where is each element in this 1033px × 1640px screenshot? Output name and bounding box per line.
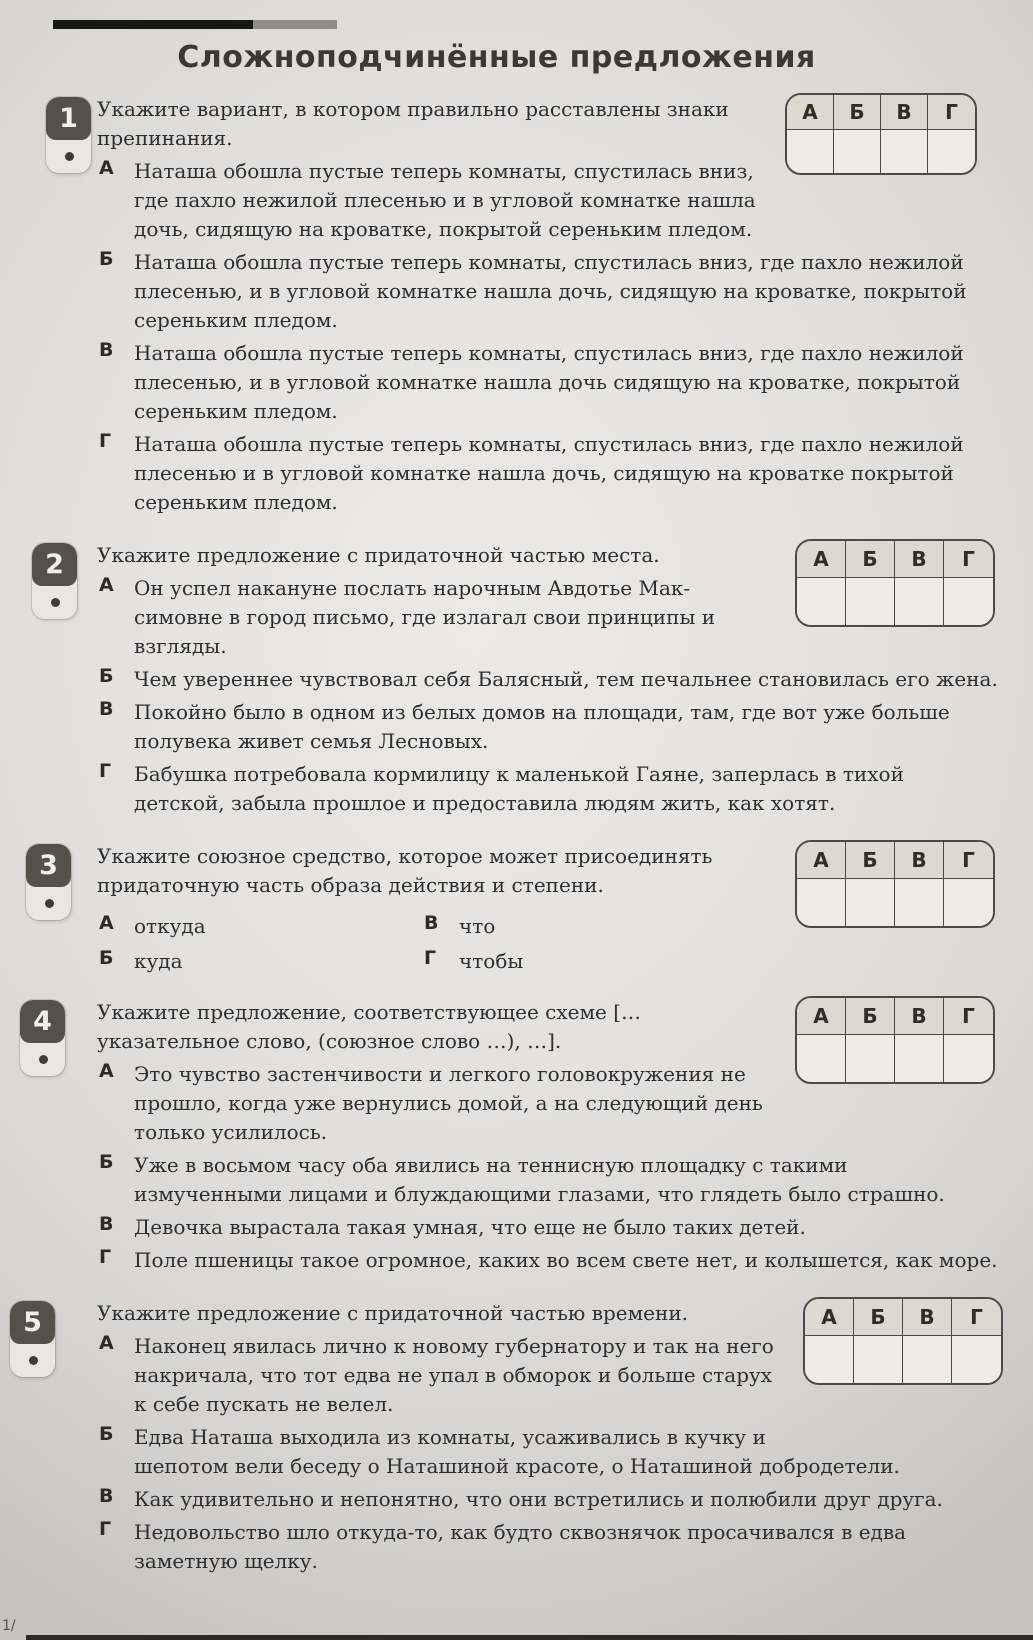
option-v	[97, 339, 999, 426]
option-text: откуда	[134, 914, 206, 939]
question-prompt: Укажите предложение, соответствующее схеме [… указательное слово, (союзное слово …), …].	[97, 1000, 642, 1054]
option-g	[422, 947, 769, 976]
option-b	[97, 947, 422, 976]
question-number-badge	[10, 1301, 55, 1377]
badge-top	[20, 1000, 65, 1043]
option-g	[97, 1518, 999, 1576]
option-a	[97, 1060, 999, 1147]
badge-dot-icon	[29, 1356, 38, 1365]
badge-top	[32, 543, 77, 586]
option-text: Наташа обошла пустые теперь комнаты, спустилась вниз, где пахло нежилой плесенью, и в угловой комнатке нашла дочь, сидящую на кроватке, покрытой сереньким пледом.	[134, 250, 967, 333]
answer-grid-header-cell: В	[895, 541, 944, 578]
option-letter: В	[99, 1213, 114, 1236]
question-4	[0, 998, 1033, 1275]
answer-grid-header-cell: Г	[944, 541, 993, 578]
option-letter: Б	[99, 1151, 114, 1174]
question-prompt: Укажите союзное средство, которое может присоединять придаточную часть образа действия и степени.	[97, 844, 713, 898]
option-letter: А	[99, 912, 114, 935]
question-list	[0, 95, 1033, 1576]
option-v	[97, 1485, 999, 1514]
option-text: чтобы	[459, 949, 524, 974]
photo-edge-artifact	[253, 20, 337, 29]
question-prompt: Укажите предложение с придаточной частью времени.	[97, 1301, 689, 1326]
option-b	[97, 665, 999, 694]
page-corner-mark: 1/	[2, 1618, 16, 1635]
answer-grid-header-cell: Б	[846, 998, 895, 1035]
answer-grid-header-cell: Г	[944, 998, 993, 1035]
option-letter: В	[99, 698, 114, 721]
answer-grid-cell	[895, 879, 944, 926]
option-g	[97, 760, 999, 818]
option-b	[97, 1151, 999, 1209]
option-letter: Б	[99, 665, 114, 688]
option-text: Наташа обошла пустые теперь комнаты, спустилась вниз, где пахло нежилой плесенью, и в угловой комнатке нашла дочь сидящую на кроватке, покрытой сереньким пледом.	[134, 341, 964, 424]
option-letter: Г	[99, 430, 112, 453]
question-number: 2	[45, 549, 64, 581]
question-2	[0, 541, 1033, 818]
badge-dot-icon	[45, 899, 54, 908]
answer-grid-header-cell: А	[787, 95, 834, 130]
option-text: Наташа обошла пустые теперь комнаты, спустилась вниз, где пахло нежилой плесенью и в угловой комнатке нашла дочь, сидящую на кроватке, покрытой сереньким пледом.	[134, 159, 756, 242]
question-number-badge	[20, 1000, 65, 1076]
answer-grid-header-cell: Б	[834, 95, 881, 130]
option-a	[97, 912, 422, 941]
answer-grid-cell	[846, 879, 895, 926]
question-prompt: Укажите вариант, в котором правильно расставлены знаки препинания.	[97, 97, 729, 151]
option-letter: Г	[99, 1246, 112, 1269]
badge-dot-icon	[51, 598, 60, 607]
options-two-column	[97, 906, 769, 976]
option-text: Покойно было в одном из белых домов на площади, там, где вот уже больше полувека живет семья Лесновых.	[134, 700, 950, 754]
answer-grid-header-cell: В	[895, 998, 944, 1035]
option-a	[97, 1332, 999, 1419]
answer-grid-3	[795, 840, 995, 928]
option-text: Он успел накануне послать нарочным Авдотье Максимовне в город письмо, где излагал свои принципы и взгляды.	[134, 576, 716, 659]
question-1	[0, 95, 1033, 517]
option-letter: Г	[99, 760, 112, 783]
question-number: 1	[59, 103, 78, 135]
answer-grid-cell	[797, 879, 846, 926]
answer-grid-header-cell: В	[895, 842, 944, 879]
badge-top	[10, 1301, 55, 1344]
option-letter: В	[424, 912, 439, 935]
answer-grid-header-cell: А	[805, 1299, 854, 1336]
answer-grid-header-cell: В	[881, 95, 928, 130]
option-text: Наконец явилась лично к новому губернатору и так на него накричала, что тот едва не упал в обморок и больше старух к себе пускать не велел.	[134, 1334, 774, 1417]
option-text: Наташа обошла пустые теперь комнаты, спустилась вниз, где пахло нежилой плесенью и в угловой комнатке нашла дочь, сидящую на кроватке покрытой сереньким пледом.	[134, 432, 964, 515]
question-number-badge	[26, 844, 71, 920]
option-letter: А	[99, 1332, 114, 1355]
option-text: Поле пшеницы такое огромное, каких во всем свете нет, и колышется, как море.	[134, 1248, 998, 1273]
badge-top	[26, 844, 71, 887]
option-text: Бабушка потребовала кормилицу к маленькой Гаяне, заперлась в тихой детской, забыла прошлое и предоставила людям жить, как хотят.	[134, 762, 904, 816]
badge-top	[46, 97, 91, 140]
option-letter: Г	[99, 1518, 112, 1541]
option-letter: А	[99, 157, 114, 180]
question-3	[0, 842, 1033, 976]
question-number: 5	[23, 1307, 42, 1339]
question-prompt: Укажите предложение с придаточной частью места.	[97, 543, 660, 568]
option-v	[97, 1213, 999, 1242]
answer-grid-header-cell: А	[797, 842, 846, 879]
option-text: Как удивительно и непонятно, что они встретились и полюбили друг друга.	[134, 1487, 943, 1512]
answer-grid-header-cell: Г	[928, 95, 975, 130]
option-b	[97, 248, 999, 335]
question-number-badge	[46, 97, 91, 173]
badge-dot-icon	[39, 1055, 48, 1064]
answer-grid-header-cell: А	[797, 541, 846, 578]
option-text: Недовольство шло откуда-то, как будто сквознячок просачивался в едва заметную щелку.	[134, 1520, 907, 1574]
option-text: Чем увереннее чувствовал себя Балясный, тем печальнее становилась его жена.	[134, 667, 998, 692]
badge-dot-icon	[65, 152, 74, 161]
question-5	[0, 1299, 1033, 1576]
page-title: Сложноподчинённые предложения	[177, 40, 816, 76]
option-text: что	[459, 914, 496, 939]
question-number-badge	[32, 543, 77, 619]
answer-grid-header-cell: Б	[846, 842, 895, 879]
answer-grid-header-cell: Г	[952, 1299, 1001, 1336]
option-b	[97, 1423, 999, 1481]
option-letter: Г	[424, 947, 437, 970]
photo-edge-artifact	[26, 1635, 1033, 1640]
option-v	[422, 912, 769, 941]
option-g	[97, 430, 999, 517]
option-a	[97, 157, 999, 244]
answer-grid-header-cell: А	[797, 998, 846, 1035]
option-letter: В	[99, 339, 114, 362]
option-text: Это чувство застенчивости и легкого головокружения не прошло, когда уже вернулись домой, а на следующий день только усилилось.	[134, 1062, 763, 1145]
option-letter: Б	[99, 248, 114, 271]
option-letter: В	[99, 1485, 114, 1508]
option-g	[97, 1246, 999, 1275]
option-a	[97, 574, 999, 661]
answer-grid-header-cell: В	[903, 1299, 952, 1336]
option-text: Едва Наташа выходила из комнаты, усаживались в кучку и шепотом вели беседу о Наташиной красоте, о Наташиной добродетели.	[134, 1425, 900, 1479]
option-text: Девочка вырастала такая умная, что еще не было таких детей.	[134, 1215, 806, 1240]
option-text: Уже в восьмом часу оба явились на теннисную площадку с такими измученными лицами и блуждающими глазами, что глядеть было страшно.	[134, 1153, 945, 1207]
question-number: 3	[39, 850, 58, 882]
option-letter: А	[99, 1060, 114, 1083]
option-letter: Б	[99, 947, 114, 970]
option-v	[97, 698, 999, 756]
option-letter: А	[99, 574, 114, 597]
answer-grid-header-cell: Б	[854, 1299, 903, 1336]
answer-grid-header-cell: Б	[846, 541, 895, 578]
option-letter: Б	[99, 1423, 114, 1446]
answer-grid-cell	[944, 879, 993, 926]
answer-grid-header-cell: Г	[944, 842, 993, 879]
question-number: 4	[33, 1006, 52, 1038]
option-text: куда	[134, 949, 183, 974]
photo-edge-artifact	[53, 20, 253, 29]
